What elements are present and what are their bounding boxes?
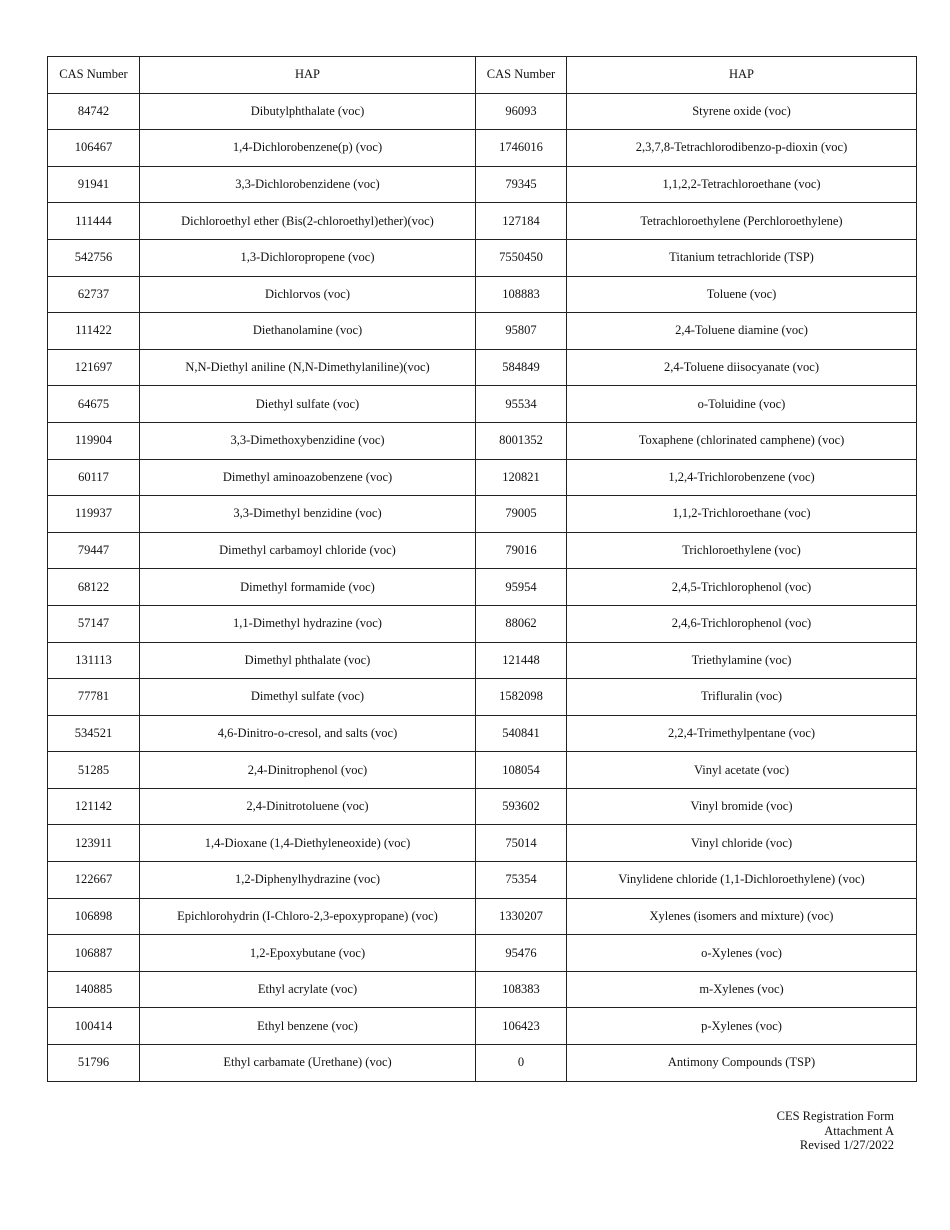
hap-right-cell: Toxaphene (chlorinated camphene) (voc) (567, 422, 917, 459)
hap-left-cell: Diethanolamine (voc) (140, 313, 476, 350)
hap-right-cell: Vinyl chloride (voc) (567, 825, 917, 862)
cas-number-left-cell: 121697 (48, 349, 140, 386)
cas-number-right-cell: 121448 (476, 642, 567, 679)
hap-left-cell: 3,3-Dimethyl benzidine (voc) (140, 496, 476, 533)
form-footer (777, 1109, 894, 1153)
hap-right-cell: 2,4-Toluene diisocyanate (voc) (567, 349, 917, 386)
cas-number-right-cell: 120821 (476, 459, 567, 496)
hap-left-cell: 1,2-Epoxybutane (voc) (140, 935, 476, 972)
hap-right-cell: Trifluralin (voc) (567, 679, 917, 716)
table-row (48, 239, 917, 276)
header-cas-number-right: CAS Number (476, 57, 567, 94)
table-row (48, 679, 917, 716)
hap-right-cell: Titanium tetrachloride (TSP) (567, 239, 917, 276)
hap-left-cell: 1,3-Dichloropropene (voc) (140, 239, 476, 276)
table-row (48, 276, 917, 313)
cas-number-right-cell: 75014 (476, 825, 567, 862)
cas-number-left-cell: 51796 (48, 1045, 140, 1082)
hap-left-cell: Dichloroethyl ether (Bis(2-chloroethyl)ether)(voc) (140, 203, 476, 240)
cas-number-left-cell: 131113 (48, 642, 140, 679)
hap-right-cell: Trichloroethylene (voc) (567, 532, 917, 569)
hap-right-cell: o-Xylenes (voc) (567, 935, 917, 972)
cas-number-right-cell: 96093 (476, 93, 567, 130)
cas-number-left-cell: 51285 (48, 752, 140, 789)
cas-number-right-cell: 108054 (476, 752, 567, 789)
cas-number-left-cell: 140885 (48, 971, 140, 1008)
hap-right-cell: 1,1,2-Trichloroethane (voc) (567, 496, 917, 533)
cas-number-right-cell: 540841 (476, 715, 567, 752)
cas-number-right-cell: 79016 (476, 532, 567, 569)
hap-left-cell: Dichlorvos (voc) (140, 276, 476, 313)
cas-number-left-cell: 62737 (48, 276, 140, 313)
cas-number-right-cell: 108383 (476, 971, 567, 1008)
table-row (48, 605, 917, 642)
hap-left-cell: Ethyl acrylate (voc) (140, 971, 476, 1008)
header-hap-left: HAP (140, 57, 476, 94)
table-row (48, 569, 917, 606)
cas-number-right-cell: 75354 (476, 862, 567, 899)
hap-left-cell: 1,4-Dioxane (1,4-Diethyleneoxide) (voc) (140, 825, 476, 862)
hap-left-cell: 4,6-Dinitro-o-cresol, and salts (voc) (140, 715, 476, 752)
table-header-row (48, 57, 917, 94)
cas-number-left-cell: 111422 (48, 313, 140, 350)
hap-right-cell: Antimony Compounds (TSP) (567, 1045, 917, 1082)
table-row (48, 788, 917, 825)
hap-left-cell: 2,4-Dinitrophenol (voc) (140, 752, 476, 789)
cas-number-right-cell: 95476 (476, 935, 567, 972)
cas-number-left-cell: 121142 (48, 788, 140, 825)
hap-left-cell: Dimethyl formamide (voc) (140, 569, 476, 606)
hap-right-cell: Xylenes (isomers and mixture) (voc) (567, 898, 917, 935)
hap-left-cell: Dibutylphthalate (voc) (140, 93, 476, 130)
cas-number-right-cell: 593602 (476, 788, 567, 825)
cas-number-left-cell: 542756 (48, 239, 140, 276)
hap-left-cell: 1,4-Dichlorobenzene(p) (voc) (140, 130, 476, 167)
cas-number-left-cell: 534521 (48, 715, 140, 752)
hap-right-cell: 2,3,7,8-Tetrachlorodibenzo-p-dioxin (voc) (567, 130, 917, 167)
cas-number-right-cell: 88062 (476, 605, 567, 642)
hap-right-cell: p-Xylenes (voc) (567, 1008, 917, 1045)
cas-number-left-cell: 68122 (48, 569, 140, 606)
hap-left-cell: Dimethyl aminoazobenzene (voc) (140, 459, 476, 496)
cas-number-right-cell: 95954 (476, 569, 567, 606)
table-row (48, 971, 917, 1008)
hap-right-cell: Vinyl acetate (voc) (567, 752, 917, 789)
hap-left-cell: 1,1-Dimethyl hydrazine (voc) (140, 605, 476, 642)
hap-right-cell: 2,4,6-Trichlorophenol (voc) (567, 605, 917, 642)
table-row (48, 935, 917, 972)
table-row (48, 1008, 917, 1045)
cas-number-right-cell: 1746016 (476, 130, 567, 167)
hap-left-cell: Ethyl carbamate (Urethane) (voc) (140, 1045, 476, 1082)
hap-left-cell: 3,3-Dimethoxybenzidine (voc) (140, 422, 476, 459)
table-row (48, 825, 917, 862)
cas-number-right-cell: 79345 (476, 166, 567, 203)
hap-right-cell: Toluene (voc) (567, 276, 917, 313)
table-row (48, 1045, 917, 1082)
hap-left-cell: 3,3-Dichlorobenzidene (voc) (140, 166, 476, 203)
footer-revision-date: Revised 1/27/2022 (799, 1138, 894, 1152)
cas-number-left-cell: 111444 (48, 203, 140, 240)
table-row (48, 313, 917, 350)
hap-left-cell: Epichlorohydrin (I-Chloro-2,3-epoxypropane) (voc) (140, 898, 476, 935)
hap-right-cell: 2,2,4-Trimethylpentane (voc) (567, 715, 917, 752)
cas-number-right-cell: 106423 (476, 1008, 567, 1045)
hap-right-cell: Styrene oxide (voc) (567, 93, 917, 130)
cas-number-left-cell: 84742 (48, 93, 140, 130)
hap-right-cell: Triethylamine (voc) (567, 642, 917, 679)
table-row (48, 349, 917, 386)
cas-number-left-cell: 119904 (48, 422, 140, 459)
table-row (48, 496, 917, 533)
table-row (48, 130, 917, 167)
cas-number-left-cell: 60117 (48, 459, 140, 496)
footer-attachment: Attachment A (824, 1123, 894, 1138)
hap-left-cell: Dimethyl phthalate (voc) (140, 642, 476, 679)
cas-number-left-cell: 91941 (48, 166, 140, 203)
header-hap-right: HAP (567, 57, 917, 94)
hap-right-cell: 1,1,2,2-Tetrachloroethane (voc) (567, 166, 917, 203)
table-row (48, 642, 917, 679)
cas-number-right-cell: 95807 (476, 313, 567, 350)
cas-number-right-cell: 108883 (476, 276, 567, 313)
cas-number-left-cell: 64675 (48, 386, 140, 423)
cas-number-left-cell: 77781 (48, 679, 140, 716)
cas-number-right-cell: 7550450 (476, 239, 567, 276)
cas-number-right-cell: 127184 (476, 203, 567, 240)
cas-number-right-cell: 0 (476, 1045, 567, 1082)
hap-right-cell: Vinyl bromide (voc) (567, 788, 917, 825)
table-row (48, 898, 917, 935)
header-cas-number-left: CAS Number (48, 57, 140, 94)
hap-table (47, 56, 917, 1082)
table-row (48, 93, 917, 130)
table-row (48, 715, 917, 752)
cas-number-left-cell: 57147 (48, 605, 140, 642)
hap-left-cell: Dimethyl sulfate (voc) (140, 679, 476, 716)
table-row (48, 459, 917, 496)
hap-right-cell: m-Xylenes (voc) (567, 971, 917, 1008)
hap-left-cell: N,N-Diethyl aniline (N,N-Dimethylaniline)(voc) (140, 349, 476, 386)
hap-left-cell: Ethyl benzene (voc) (140, 1008, 476, 1045)
cas-number-right-cell: 79005 (476, 496, 567, 533)
cas-number-left-cell: 106887 (48, 935, 140, 972)
cas-number-left-cell: 122667 (48, 862, 140, 899)
table-row (48, 203, 917, 240)
table-row (48, 532, 917, 569)
cas-number-right-cell: 8001352 (476, 422, 567, 459)
table-row (48, 422, 917, 459)
table-row (48, 166, 917, 203)
hap-right-cell: 2,4,5-Trichlorophenol (voc) (567, 569, 917, 606)
cas-number-left-cell: 106467 (48, 130, 140, 167)
hap-left-cell: 2,4-Dinitrotoluene (voc) (140, 788, 476, 825)
hap-right-cell: Vinylidene chloride (1,1-Dichloroethylene) (voc) (567, 862, 917, 899)
hap-right-cell: 1,2,4-Trichlorobenzene (voc) (567, 459, 917, 496)
hap-left-cell: Dimethyl carbamoyl chloride (voc) (140, 532, 476, 569)
hap-right-cell: 2,4-Toluene diamine (voc) (567, 313, 917, 350)
hap-right-cell: Tetrachloroethylene (Perchloroethylene) (567, 203, 917, 240)
cas-number-left-cell: 123911 (48, 825, 140, 862)
cas-number-left-cell: 119937 (48, 496, 140, 533)
table-row (48, 752, 917, 789)
hap-right-cell: o-Toluidine (voc) (567, 386, 917, 423)
cas-number-right-cell: 1330207 (476, 898, 567, 935)
cas-number-left-cell: 79447 (48, 532, 140, 569)
table-row (48, 862, 917, 899)
cas-number-left-cell: 100414 (48, 1008, 140, 1045)
table-body (48, 93, 917, 1081)
cas-number-left-cell: 106898 (48, 898, 140, 935)
cas-number-right-cell: 1582098 (476, 679, 567, 716)
table-row (48, 386, 917, 423)
footer-form-name: CES Registration Form (776, 1109, 894, 1123)
hap-left-cell: 1,2-Diphenylhydrazine (voc) (140, 862, 476, 899)
hap-left-cell: Diethyl sulfate (voc) (140, 386, 476, 423)
cas-number-right-cell: 95534 (476, 386, 567, 423)
cas-number-right-cell: 584849 (476, 349, 567, 386)
